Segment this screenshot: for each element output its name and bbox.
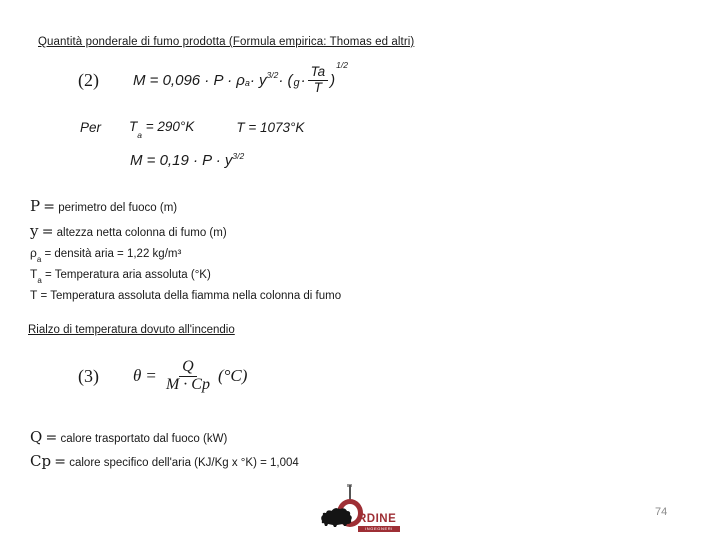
definition-y-text: altezza netta colonna di fumo (m) bbox=[56, 227, 227, 239]
formula-2-g-variable: g bbox=[293, 77, 300, 89]
per-label: Per bbox=[80, 120, 102, 136]
definition-rho-symbol: ρ bbox=[30, 246, 37, 260]
definition-rho bbox=[30, 246, 182, 265]
equals-sign: = bbox=[45, 430, 58, 446]
formula-2-fraction-numerator: Ta bbox=[308, 65, 329, 80]
definition-t bbox=[30, 288, 341, 302]
equals-sign: = bbox=[146, 366, 156, 385]
formula-2b-lead: M = 0,19 · P · y bbox=[130, 152, 233, 169]
formula-2-fraction-denominator: T bbox=[313, 79, 323, 95]
page-number: 74 bbox=[655, 506, 668, 518]
equals-sign: = bbox=[40, 290, 48, 302]
definition-cp-symbol: Cp bbox=[30, 452, 52, 470]
definition-cp-text: calore specifico dell'aria (KJ/Kg x °K) = 1,004 bbox=[69, 457, 299, 469]
formula-2 bbox=[78, 58, 347, 102]
formula-2-expression bbox=[133, 60, 348, 95]
formula-2-fraction bbox=[308, 65, 329, 94]
theta-symbol: θ bbox=[133, 366, 142, 385]
definition-rho-text: densità aria = 1,22 kg/m³ bbox=[54, 248, 182, 260]
formula-2-outer-exponent: 1/2 bbox=[336, 60, 348, 70]
formula-3 bbox=[78, 352, 247, 400]
formula-2-label: (2) bbox=[78, 69, 99, 90]
equals-sign: = bbox=[43, 199, 56, 215]
formula-2-seg3: · ( bbox=[278, 71, 293, 89]
formula-2-y-exponent: 3/2 bbox=[266, 70, 279, 80]
ta-symbol: T bbox=[129, 119, 138, 134]
definition-rho-subscript: a bbox=[36, 255, 42, 265]
formula-3-numerator: Q bbox=[179, 359, 197, 377]
formula-3-unit: (°C) bbox=[217, 366, 248, 385]
t-value: = 1073°K bbox=[244, 120, 305, 136]
definition-ta-symbol: T bbox=[30, 267, 38, 281]
definition-q-text: calore trasportato dal fuoco (kW) bbox=[60, 433, 228, 445]
formula-2-simplified bbox=[130, 152, 244, 169]
formula-3-denominator: M · Cp bbox=[165, 375, 210, 393]
formula-2-rho-subscript: a bbox=[244, 78, 250, 88]
logo-wordmark: RDINE bbox=[358, 513, 397, 525]
ordine-ingegneri-logo bbox=[320, 485, 402, 535]
ta-value: = 290°K bbox=[142, 119, 195, 134]
equals-sign: = bbox=[41, 224, 54, 240]
formula-2b-exponent: 3/2 bbox=[232, 150, 245, 161]
section-heading-rialzo: Rialzo di temperatura dovuto all'incendio bbox=[28, 324, 235, 336]
formula-2-close-paren: ) bbox=[330, 71, 336, 89]
definition-q bbox=[30, 428, 227, 446]
formula-3-label: (3) bbox=[78, 365, 99, 386]
logo-subtext: INGEGNERI bbox=[358, 526, 400, 532]
definition-p-symbol: P bbox=[30, 197, 41, 215]
formula-3-expression bbox=[133, 359, 247, 394]
formula-2-seg2: · y bbox=[249, 71, 267, 89]
definition-cp bbox=[30, 452, 299, 470]
per-conditions-line bbox=[80, 119, 346, 140]
definition-y-symbol: y bbox=[30, 222, 39, 240]
definition-q-symbol: Q bbox=[30, 428, 43, 446]
equals-sign: = bbox=[44, 248, 52, 260]
t-condition bbox=[236, 120, 304, 135]
equals-sign: = bbox=[45, 269, 52, 281]
equals-sign: = bbox=[54, 454, 67, 470]
definition-p bbox=[30, 197, 177, 215]
definition-t-text: Temperatura assoluta della fiamma nella colonna di fumo bbox=[50, 290, 342, 302]
formula-2-dot: · bbox=[300, 71, 306, 89]
winged-lion-icon bbox=[319, 506, 355, 527]
formula-2-lead: M = 0,096 · P · ρ bbox=[133, 71, 245, 89]
t-symbol: T bbox=[236, 120, 245, 136]
definition-ta-subscript: a bbox=[37, 276, 42, 286]
definition-p-text: perimetro del fuoco (m) bbox=[58, 202, 178, 214]
slide-title: Quantità ponderale di fumo prodotta (Formula empirica: Thomas ed altri) bbox=[38, 36, 415, 48]
definition-y bbox=[30, 222, 227, 240]
definition-t-symbol: T bbox=[30, 288, 38, 302]
ta-condition bbox=[129, 119, 195, 140]
definition-ta-text: Temperatura aria assoluta (°K) bbox=[54, 269, 211, 281]
ta-subscript: a bbox=[137, 129, 142, 140]
definition-ta bbox=[30, 267, 211, 286]
formula-3-fraction bbox=[163, 359, 213, 394]
